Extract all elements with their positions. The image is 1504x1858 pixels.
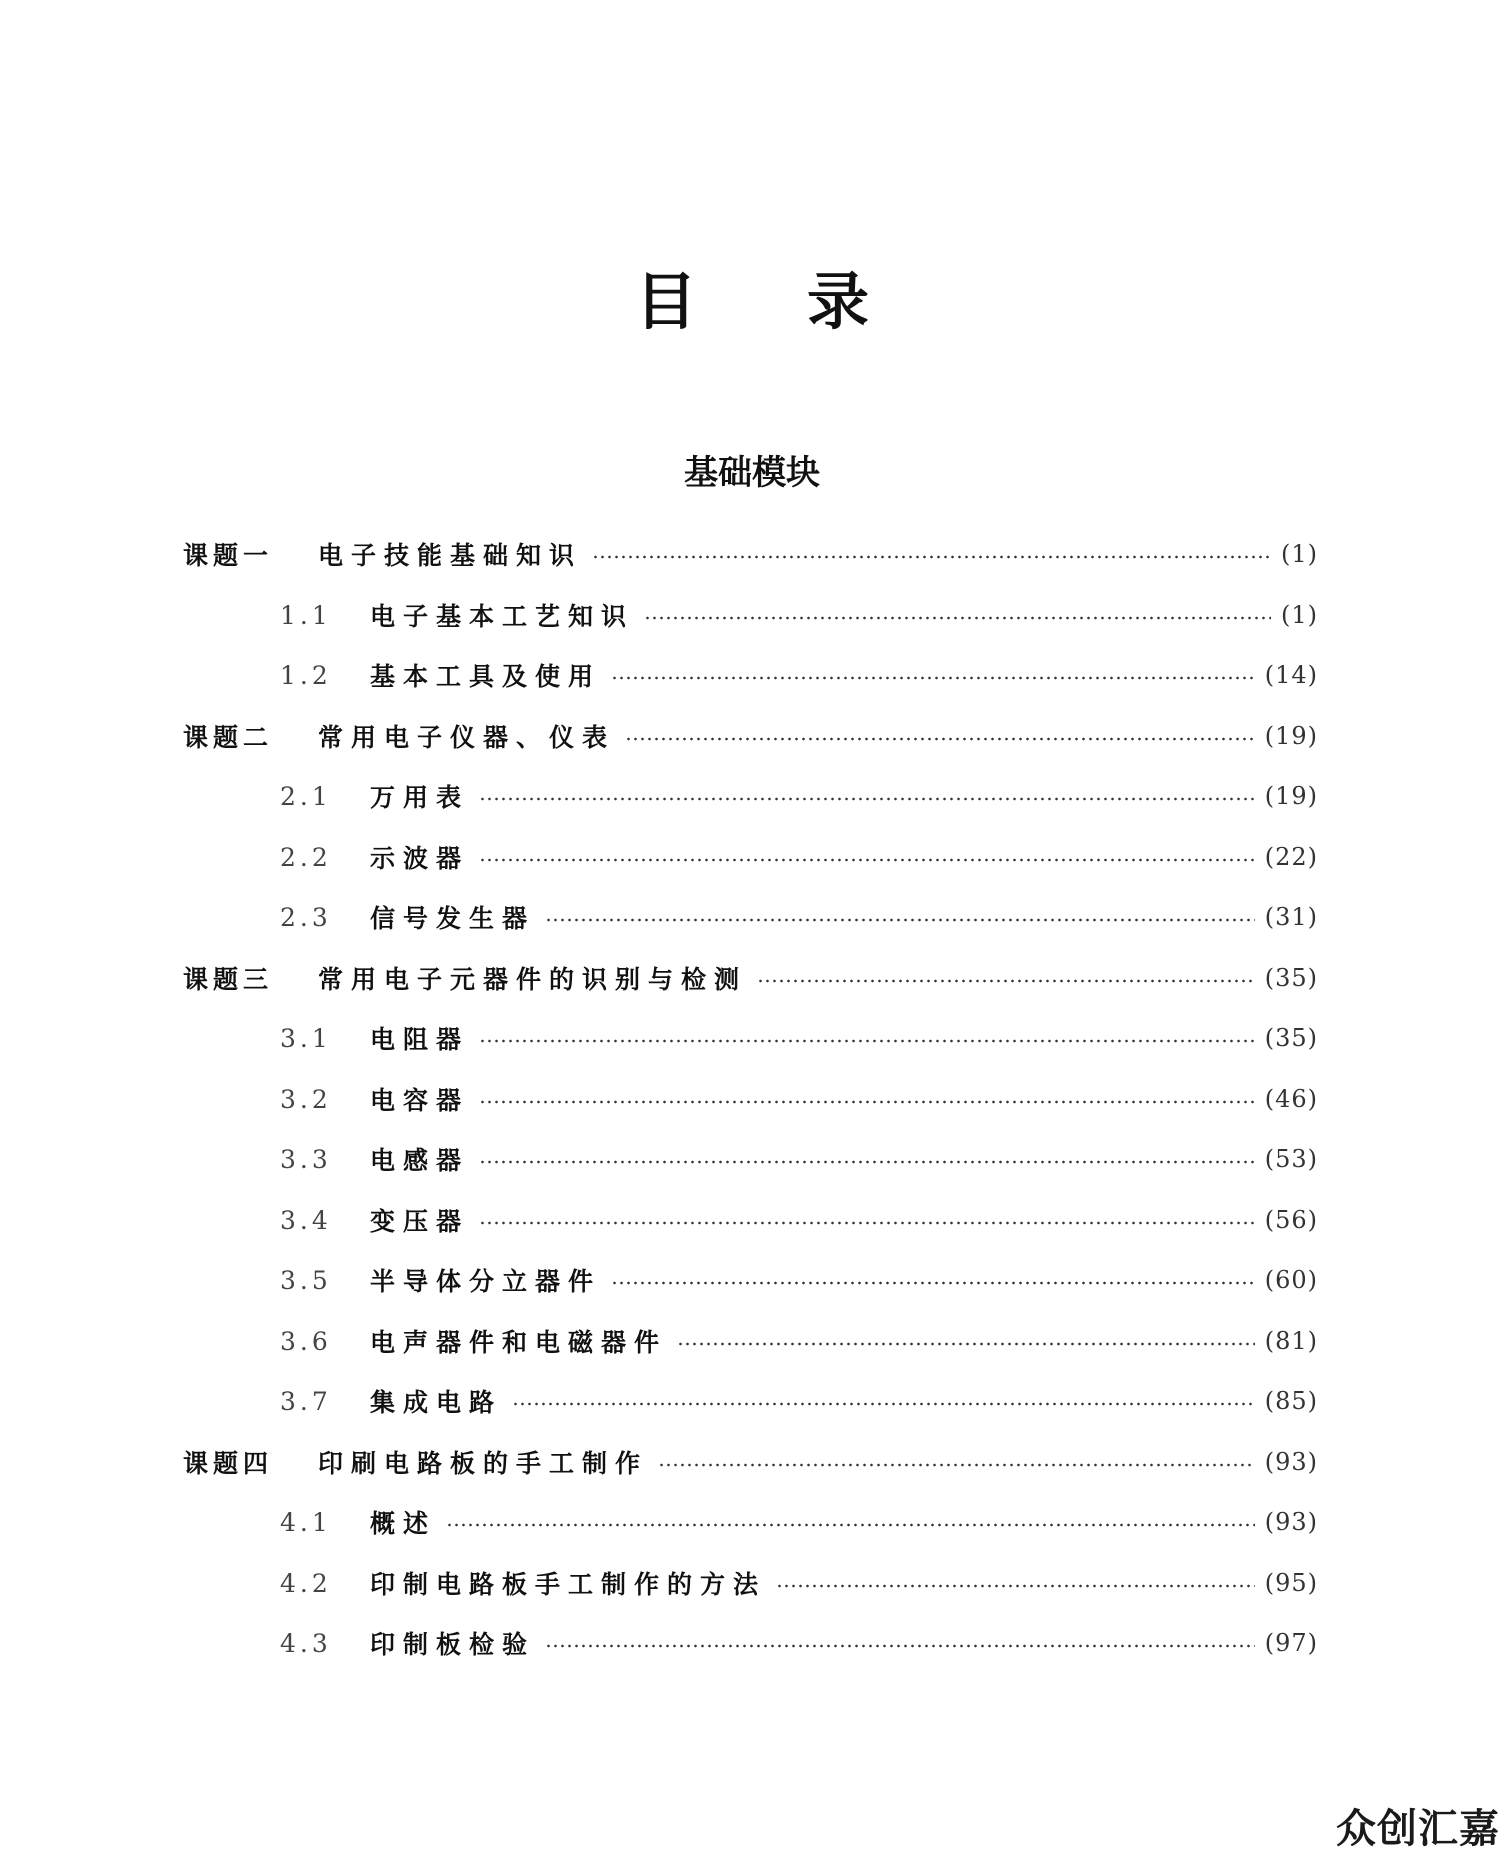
- toc-entry-section-2-1[interactable]: [280, 773, 1318, 819]
- toc-entry-title: 万用表: [370, 783, 470, 812]
- toc-entry-page: (14): [1264, 661, 1318, 689]
- toc-entry-chapter-4[interactable]: [183, 1439, 1318, 1485]
- toc-entry-title: 变压器: [370, 1207, 470, 1236]
- toc-entry-chapter-3[interactable]: [183, 955, 1318, 1001]
- toc-entry-number: 3.5: [280, 1265, 332, 1295]
- dot-leader: [625, 737, 1255, 741]
- dot-leader: [479, 1039, 1255, 1043]
- toc-entry-section-1-1[interactable]: [280, 592, 1318, 638]
- dot-leader: [611, 676, 1255, 680]
- toc-entry-section-2-2[interactable]: [280, 834, 1318, 880]
- toc-entry-title: 示波器: [370, 844, 470, 873]
- toc-entry-chapter-2[interactable]: [183, 713, 1318, 759]
- section-title: 基础模块: [684, 453, 820, 493]
- toc-entry-title: 电阻器: [370, 1025, 470, 1054]
- dot-leader: [658, 1463, 1255, 1467]
- toc-entry-section-3-5[interactable]: [280, 1257, 1318, 1303]
- dot-leader: [479, 1100, 1255, 1104]
- toc-entry-number: 3.4: [280, 1205, 332, 1235]
- toc-entry-title: 常用电子元器件的识别与检测: [318, 965, 748, 994]
- toc-entry-title: 概述: [370, 1509, 437, 1538]
- toc-entry-section-4-1[interactable]: [280, 1499, 1318, 1545]
- toc-entry-number: 3.1: [280, 1023, 332, 1053]
- toc-entry-section-3-7[interactable]: [280, 1378, 1318, 1424]
- toc-entry-page: (93): [1264, 1508, 1318, 1536]
- dot-leader: [512, 1402, 1255, 1406]
- toc-entry-page: (60): [1264, 1266, 1318, 1294]
- toc-entry-section-2-3[interactable]: [280, 894, 1318, 940]
- dot-leader: [545, 1644, 1255, 1648]
- dot-leader: [479, 1160, 1255, 1164]
- toc-entry-page: (53): [1264, 1145, 1318, 1173]
- dot-leader: [757, 979, 1255, 983]
- toc-entry-number: 1.1: [280, 600, 332, 630]
- toc-entry-number: 1.2: [280, 660, 332, 690]
- page-title-char-2: 录: [807, 265, 870, 338]
- toc-entry-number: 3.6: [280, 1326, 332, 1356]
- dot-leader: [479, 1221, 1255, 1225]
- dot-leader: [479, 858, 1255, 862]
- toc-entry-title: 信号发生器: [370, 904, 536, 933]
- toc-entry-title: 半导体分立器件: [370, 1267, 602, 1296]
- dot-leader: [644, 616, 1271, 620]
- toc-entry-title: 电容器: [370, 1086, 470, 1115]
- toc-entry-number: 课题二: [183, 723, 274, 752]
- toc-entry-section-4-2[interactable]: [280, 1560, 1318, 1606]
- toc-entry-section-3-3[interactable]: [280, 1136, 1318, 1182]
- toc-entry-number: 3.3: [280, 1144, 332, 1174]
- dot-leader: [611, 1281, 1255, 1285]
- toc-entry-page: (31): [1264, 903, 1318, 931]
- toc-entry-title: 印制板检验: [370, 1630, 536, 1659]
- toc-entry-page: (19): [1264, 722, 1318, 750]
- toc-entry-number: 4.1: [280, 1507, 332, 1537]
- toc-entry-number: 4.2: [280, 1568, 332, 1598]
- toc-entry-title: 集成电路: [370, 1388, 503, 1417]
- toc-entry-page: (81): [1264, 1327, 1318, 1355]
- dot-leader: [677, 1342, 1255, 1346]
- watermark-logo: 众创汇嘉: [1336, 1806, 1500, 1852]
- toc-entry-page: (97): [1264, 1629, 1318, 1657]
- toc-entry-number: 3.7: [280, 1386, 332, 1416]
- page-title-char-1: 目: [634, 265, 697, 338]
- toc-entry-page: (35): [1264, 1024, 1318, 1052]
- toc-entry-title: 常用电子仪器、仪表: [318, 723, 616, 752]
- dot-leader: [545, 918, 1255, 922]
- toc-entry-page: (22): [1264, 843, 1318, 871]
- dot-leader: [446, 1523, 1255, 1527]
- toc-entry-title: 基本工具及使用: [370, 662, 602, 691]
- toc-entry-page: (95): [1264, 1569, 1318, 1597]
- toc-entry-number: 3.2: [280, 1084, 332, 1114]
- toc-entry-number: 2.3: [280, 902, 332, 932]
- toc-entry-page: (56): [1264, 1206, 1318, 1234]
- toc-entry-number: 2.1: [280, 781, 332, 811]
- toc-entry-page: (46): [1264, 1085, 1318, 1113]
- toc-entry-number: 课题一: [183, 541, 274, 570]
- toc-entry-section-1-2[interactable]: [280, 652, 1318, 698]
- toc-entry-number: 课题三: [183, 965, 274, 994]
- toc-entry-title: 电子技能基础知识: [318, 541, 583, 570]
- toc-entry-number: 课题四: [183, 1449, 274, 1478]
- toc-entry-page: (85): [1264, 1387, 1318, 1415]
- toc-entry-page: (1): [1281, 601, 1318, 629]
- toc-entry-chapter-1[interactable]: [183, 531, 1318, 577]
- toc-entry-title: 电子基本工艺知识: [370, 602, 635, 631]
- dot-leader: [776, 1584, 1255, 1588]
- toc-entry-page: (35): [1264, 964, 1318, 992]
- toc-entry-number: 2.2: [280, 842, 332, 872]
- dot-leader: [479, 797, 1255, 801]
- toc-entry-page: (93): [1264, 1448, 1318, 1476]
- toc-entry-number: 4.3: [280, 1628, 332, 1658]
- toc-entry-section-3-4[interactable]: [280, 1197, 1318, 1243]
- dot-leader: [592, 555, 1271, 559]
- toc-entry-title: 印刷电路板的手工制作: [318, 1449, 649, 1478]
- toc-entry-title: 印制电路板手工制作的方法: [370, 1570, 767, 1599]
- toc-entry-title: 电声器件和电磁器件: [370, 1328, 668, 1357]
- toc-entry-section-3-1[interactable]: [280, 1015, 1318, 1061]
- toc-entry-page: (1): [1281, 540, 1318, 568]
- toc-entry-section-3-6[interactable]: [280, 1318, 1318, 1364]
- toc-entry-section-4-3[interactable]: [280, 1620, 1318, 1666]
- toc-entry-page: (19): [1264, 782, 1318, 810]
- toc-entry-section-3-2[interactable]: [280, 1076, 1318, 1122]
- toc-entry-title: 电感器: [370, 1146, 470, 1175]
